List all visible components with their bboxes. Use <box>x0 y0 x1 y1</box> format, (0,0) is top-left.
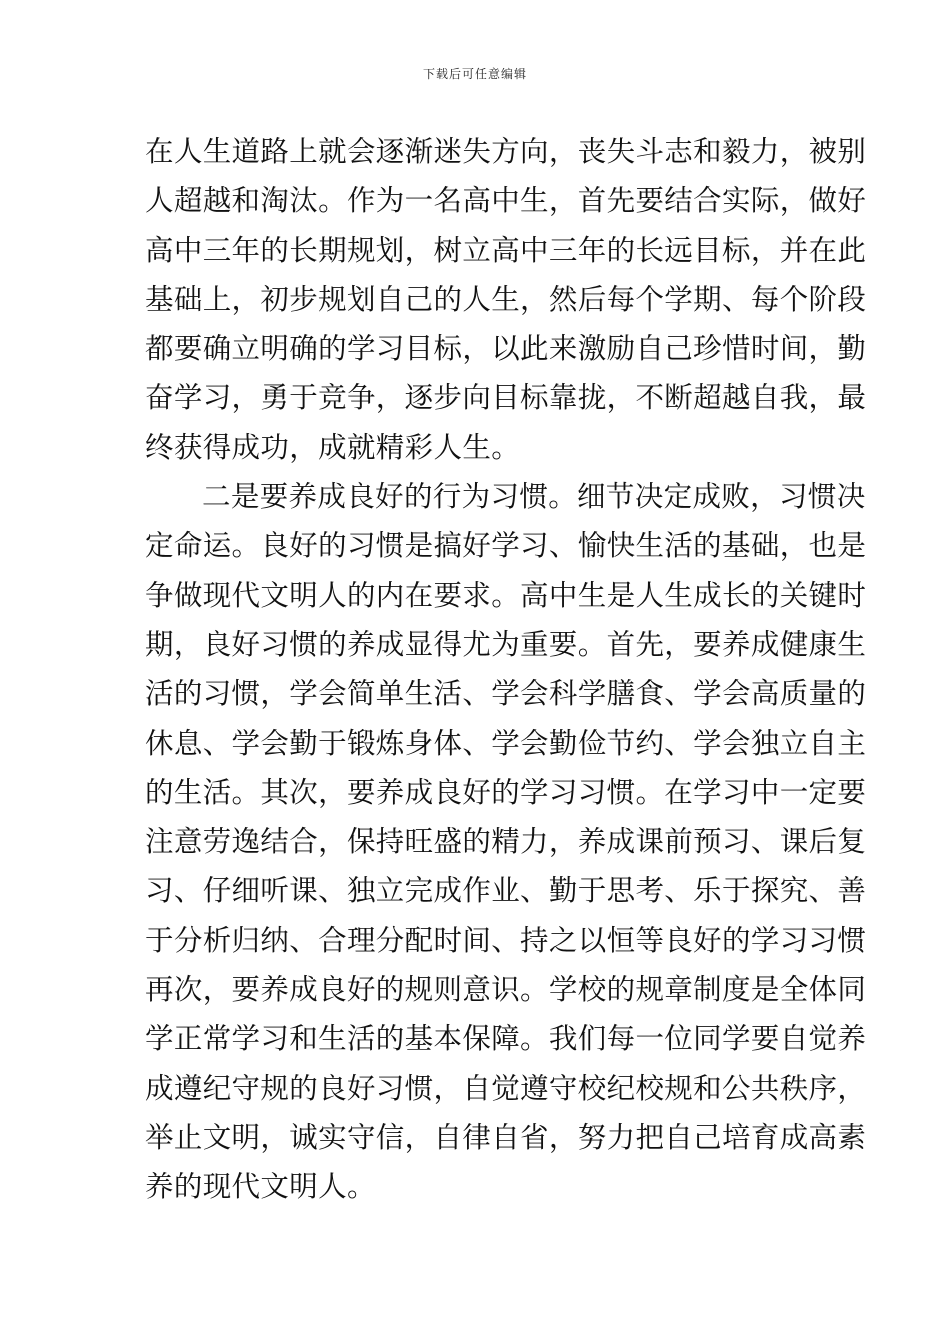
text-line: 定命运。良好的习惯是搞好学习、愉快生活的基础，也是 <box>145 529 867 563</box>
paragraph-2 <box>145 472 867 1211</box>
text-line: 基础上，初步规划自己的人生，然后每个学期、每个阶段 <box>145 282 867 316</box>
text-line: 于分析归纳、合理分配时间、持之以恒等良好的学习习惯 <box>145 923 867 957</box>
text-line: 成遵纪守规的良好习惯，自觉遵守校纪校规和公共秩序， <box>145 1071 867 1105</box>
text-line: 的生活。其次，要养成良好的学习习惯。在学习中一定要 <box>145 775 867 809</box>
text-line: 习、仔细听课、独立完成作业、勤于思考、乐于探究、善 <box>145 874 867 908</box>
text-line: 休息、学会勤于锻炼身体、学会勤俭节约、学会独立自主 <box>145 726 867 760</box>
document-body <box>145 127 867 1212</box>
text-line: 终获得成功，成就精彩人生。 <box>145 430 521 464</box>
text-line: 高中三年的长期规划，树立高中三年的长远目标，并在此 <box>145 233 867 267</box>
text-line: 活的习惯，学会简单生活、学会科学膳食、学会高质量的 <box>145 677 867 711</box>
text-line: 争做现代文明人的内在要求。高中生是人生成长的关键时 <box>145 578 867 612</box>
paragraph-1 <box>145 127 867 472</box>
page-header: 下载后可任意编辑 <box>422 67 527 81</box>
text-line: 在人生道路上就会逐渐迷失方向，丧失斗志和毅力，被别 <box>145 135 867 168</box>
text-line: 期，良好习惯的养成显得尤为重要。首先，要养成健康生 <box>145 627 867 661</box>
text-line: 养的现代文明人。 <box>145 1170 376 1204</box>
text-line: 人超越和淘汰。作为一名高中生，首先要结合实际，做好 <box>145 184 867 218</box>
text-line: 举止文明，诚实守信，自律自省，努力把自己培育成高素 <box>145 1120 867 1154</box>
text-line: 二是要养成良好的行为习惯。细节决定成败，习惯决 <box>202 480 866 514</box>
text-line: 注意劳逸结合，保持旺盛的精力，养成课前预习、课后复 <box>145 825 867 859</box>
text-line: 都要确立明确的学习目标，以此来激励自己珍惜时间，勤 <box>145 332 867 366</box>
text-line: 学正常学习和生活的基本保障。我们每一位同学要自觉养 <box>145 1022 867 1056</box>
text-line: 奋学习，勇于竞争，逐步向目标靠拢，不断超越自我，最 <box>145 381 867 415</box>
text-line: 再次，要养成良好的规则意识。学校的规章制度是全体同 <box>145 973 867 1007</box>
